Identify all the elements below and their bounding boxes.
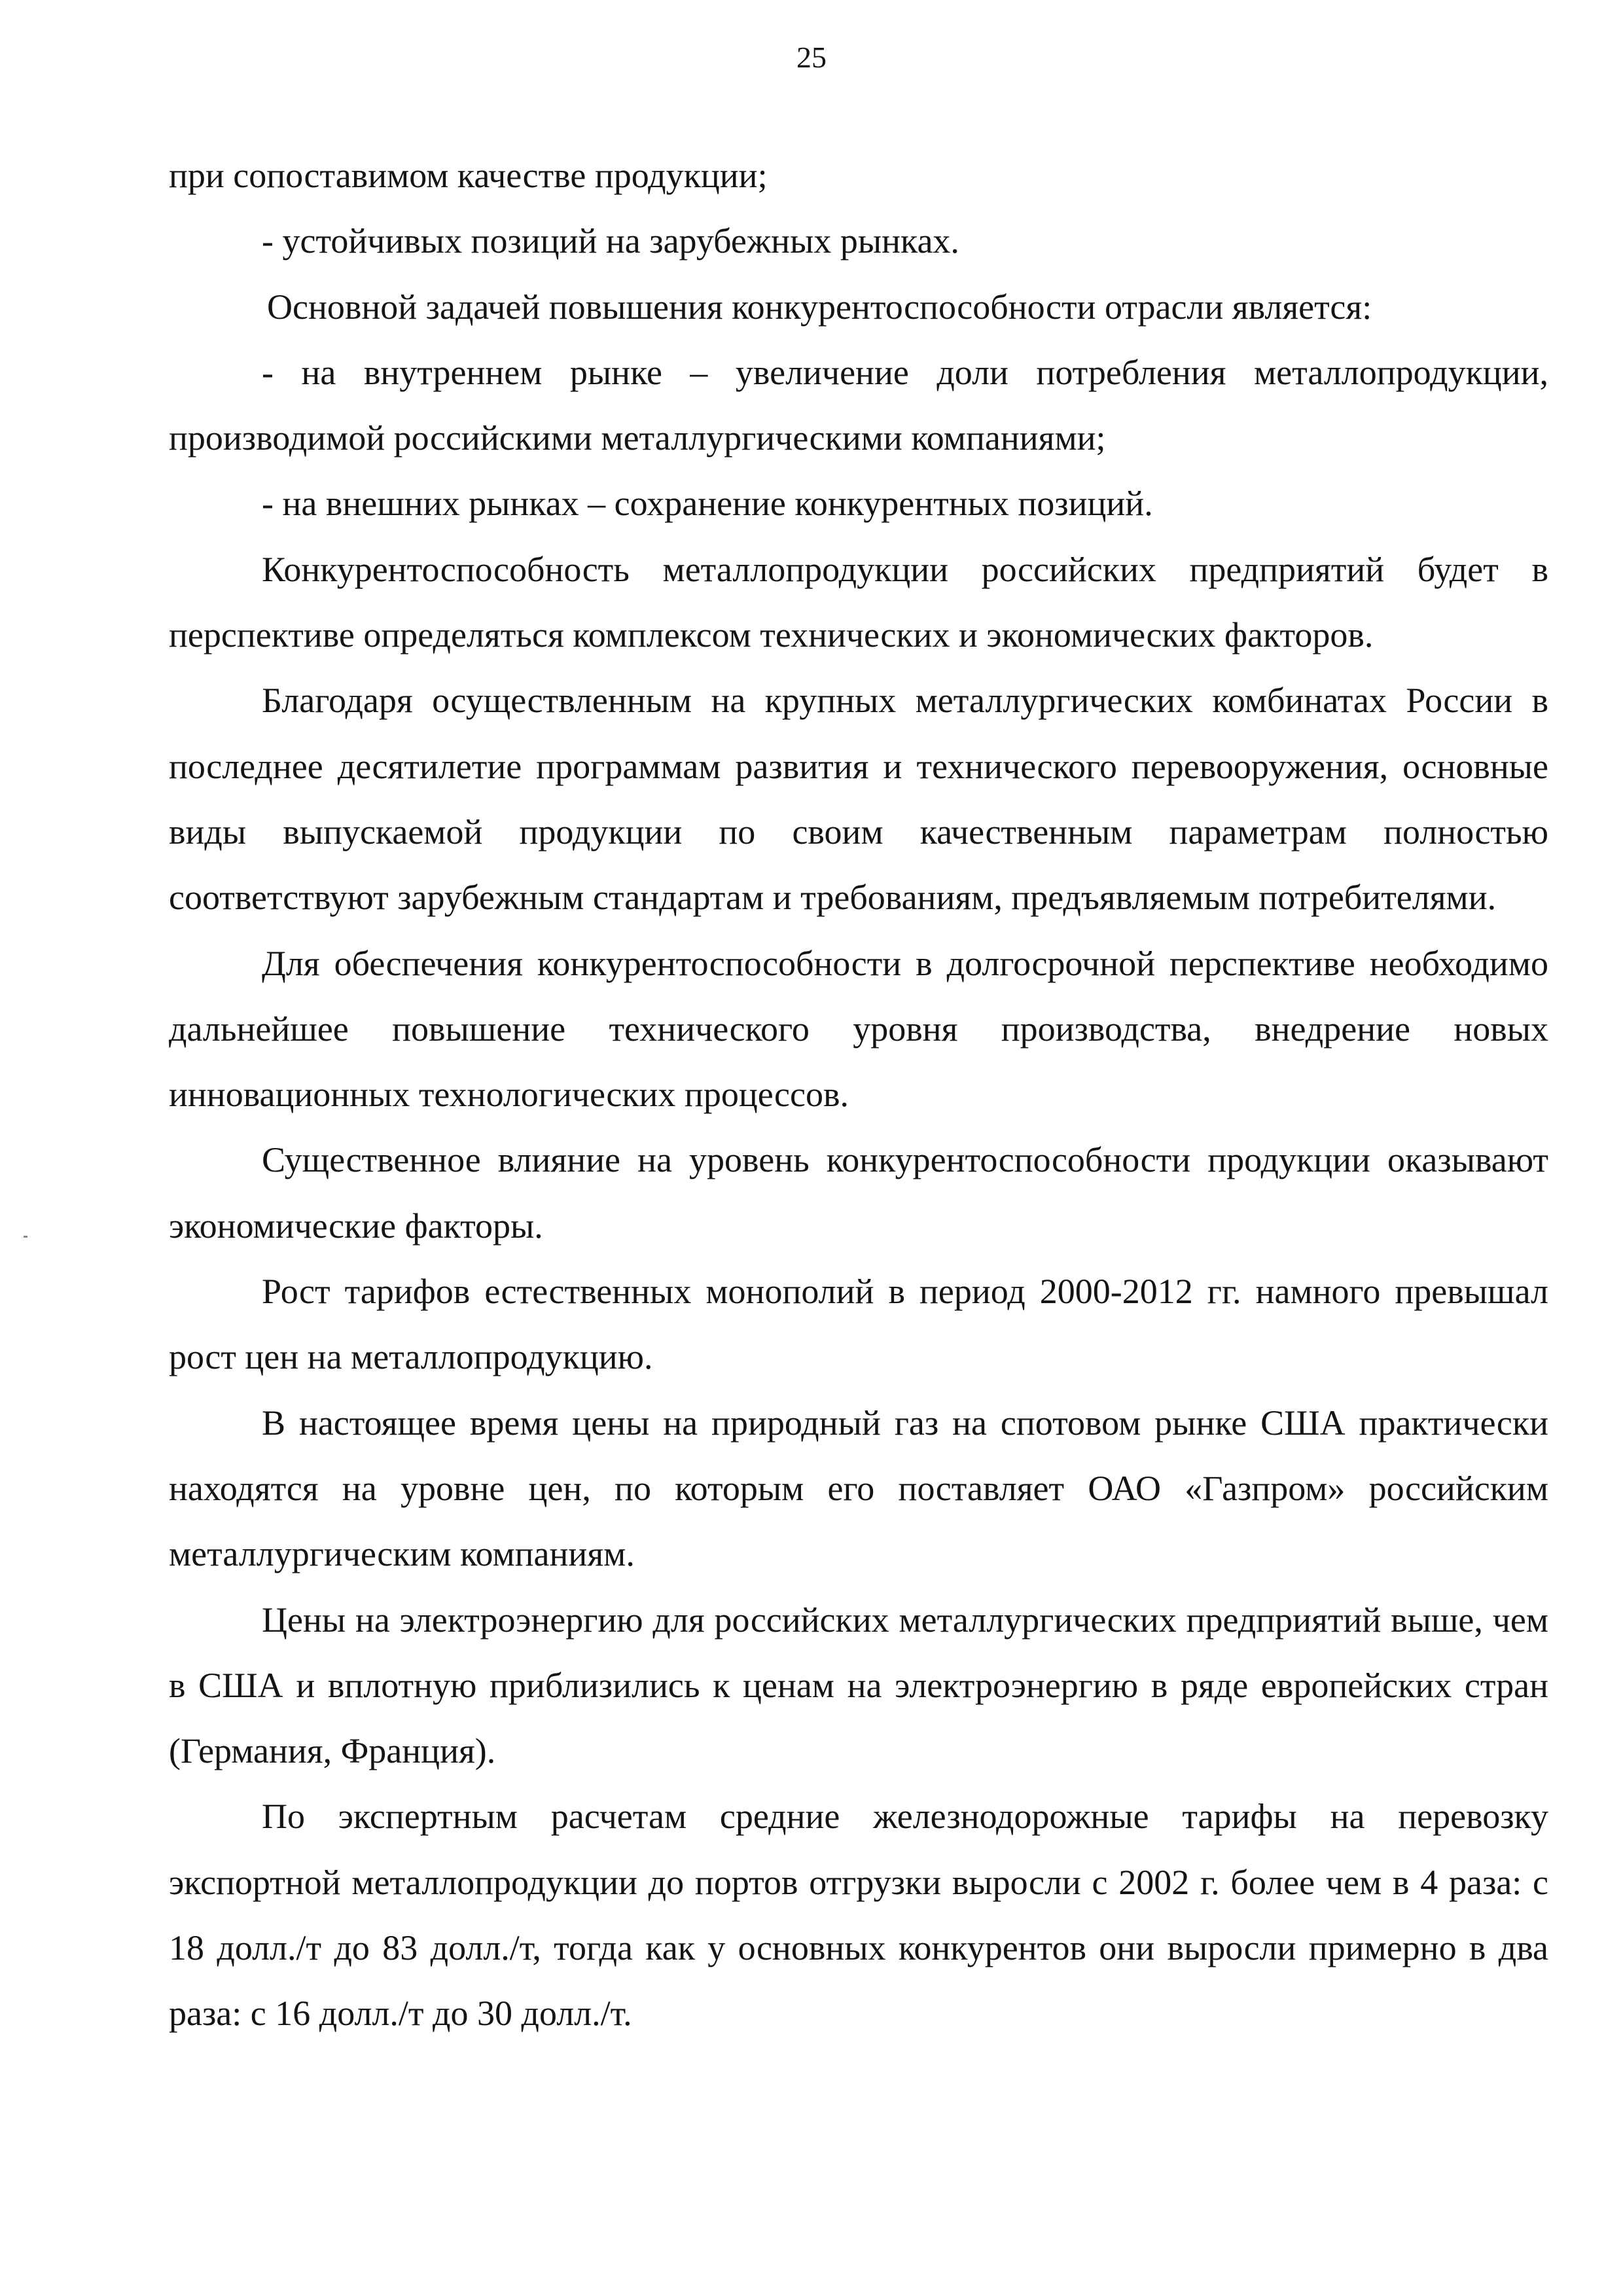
paragraph-quality-continuation: при сопоставимом качестве продукции; <box>169 156 768 195</box>
paragraph-main-task: Основной задачей повышения конкурентоспособности отрасли является: <box>267 287 1372 327</box>
scan-mark <box>24 1236 27 1238</box>
list-item-external-markets: - на внешних рынках – сохранение конкурентных позиций. <box>262 484 1153 524</box>
paragraph-economic-factors: Существенное влияние на уровень конкурентоспособности продукции оказывают экономические факторы. <box>169 1140 1548 1246</box>
list-item-foreign-markets: - устойчивых позиций на зарубежных рынках. <box>262 221 959 261</box>
body-text <box>169 143 1548 2047</box>
paragraph-electricity-prices: Цены на электроэнергию для российских металлургических предприятий выше, чем в США и вплотную приблизились к ценам на электроэнергию в ряде европейских стран (Германия, Франция). <box>169 1600 1548 1771</box>
list-item-domestic-market: - на внутреннем рынке – увеличение доли потребления металлопродукции, производимой российскими металлургическими компаниями; <box>169 352 1548 458</box>
paragraph-modernization: Благодаря осуществленным на крупных металлургических комбинатах России в последнее десятилетие программам развития и технического перевооружения, основные виды выпускаемой продукции по своим качественным параметрам полностью соответствуют зарубежным стандартам и требованиям, предъявляемым потребителями. <box>169 681 1548 918</box>
page-number: 25 <box>796 41 827 74</box>
paragraph-railway-tariffs: По экспертным расчетам средние железнодорожные тарифы на перевозку экспортной металлопродукции до портов отгрузки выросли с 2002 г. более чем в 4 раза: с 18 долл./т до 83 долл./т, тогда как у основных конкурентов они выросли примерно в два раза: с 16 долл./т до 30 долл./т. <box>169 1797 1548 2034</box>
paragraph-gas-prices: В настоящее время цены на природный газ на спотовом рынке США практически находятся на уровне цен, по которым его поставляет ОАО «Газпром» российским металлургическим компаниям. <box>169 1403 1548 1574</box>
paragraph-monopoly-tariffs: Рост тарифов естественных монополий в период 2000-2012 гг. намного превышал рост цен на металлопродукцию. <box>169 1272 1548 1377</box>
paragraph-competitiveness-factors: Конкурентоспособность металлопродукции российских предприятий будет в перспективе определяться комплексом технических и экономических факторов. <box>169 549 1548 655</box>
paragraph-long-term-perspective: Для обеспечения конкурентоспособности в долгосрочной перспективе необходимо дальнейшее повышение технического уровня производства, внедрение новых инновационных технологических процессов. <box>169 943 1548 1115</box>
